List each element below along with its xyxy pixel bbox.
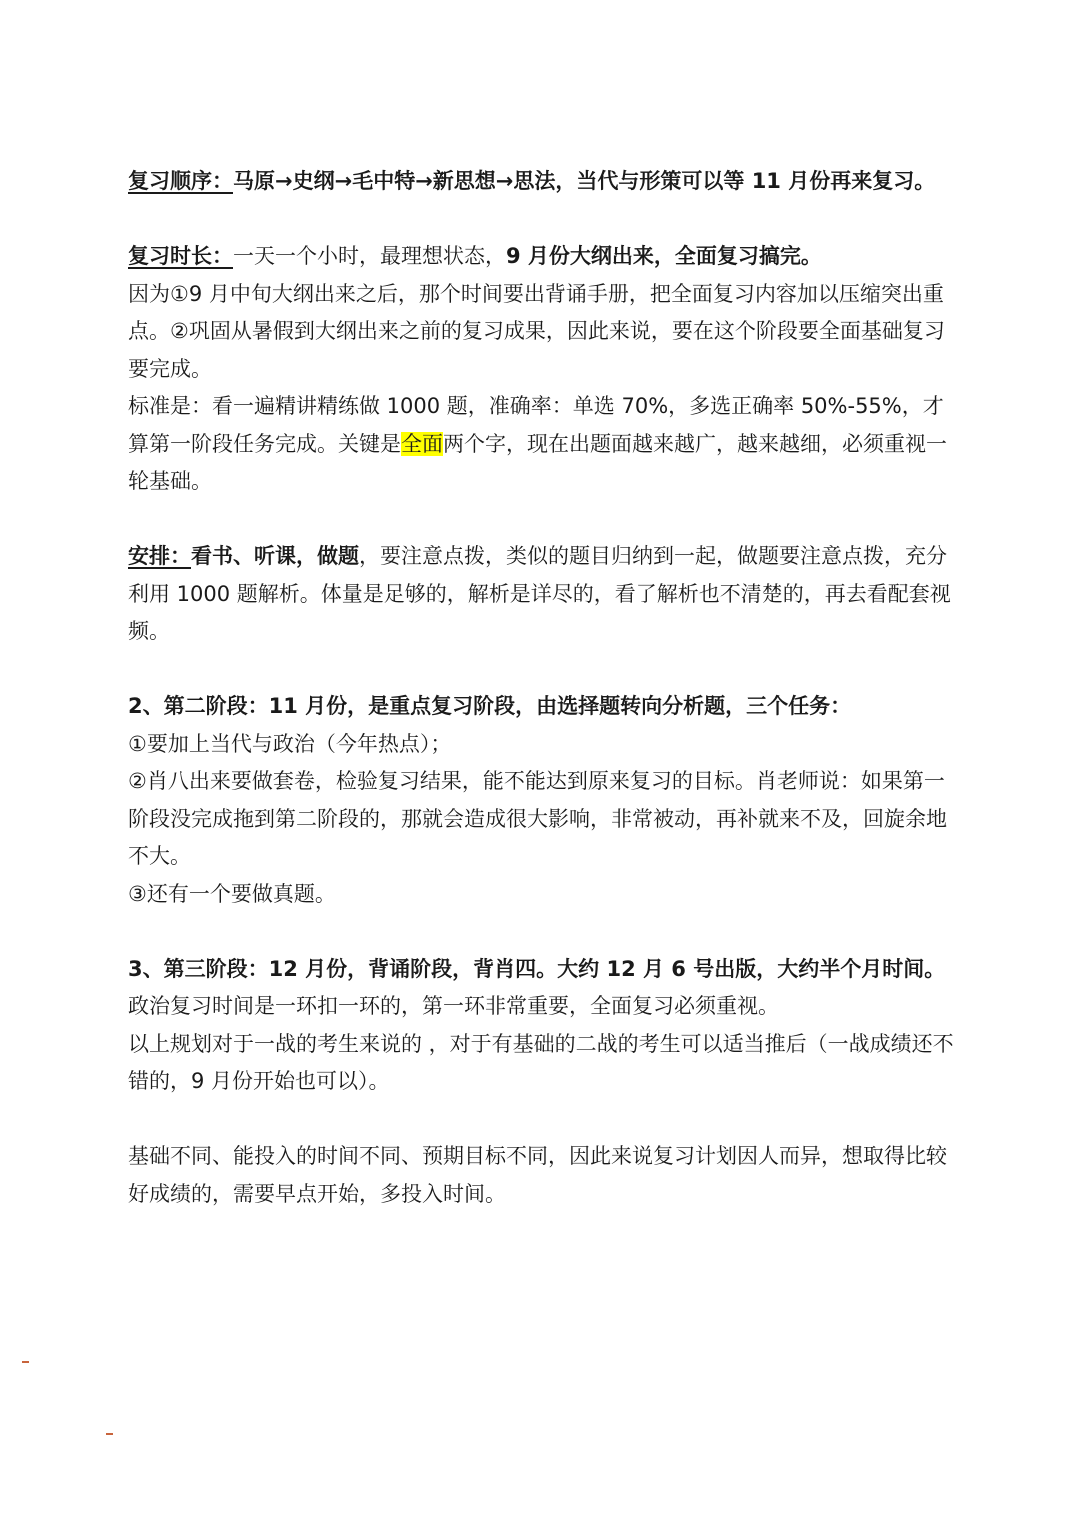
spacer bbox=[128, 501, 958, 539]
closing-paragraph: 基础不同、能投入的时间不同、预期目标不同，因此来说复习计划因人而异，想取得比较好成绩的，需要早点开始，多投入时间。 bbox=[128, 1144, 947, 1206]
review-duration-text: 一天一个小时，最理想状态， bbox=[233, 244, 506, 268]
highlighted-keyword: 全面 bbox=[401, 431, 443, 456]
review-standard-text-after: 两个字，现在出题面越来越广，越来越细，必须重视一轮基础。 bbox=[128, 431, 947, 493]
review-duration-reason: 因为①9 月中旬大纲出来之后，那个时间要出背诵手册，把全面复习内容加以压缩突出重点。②巩固从暑假到大纲出来之前的复习成果，因此来说，要在这个阶段要全面基础复习要完成。 bbox=[128, 281, 945, 381]
stage-two-item-3: ③还有一个要做真题。 bbox=[128, 881, 336, 906]
margin-mark bbox=[22, 1361, 29, 1363]
stage-two-heading: 2、第二阶段：11 月份，是重点复习阶段，由选择题转向分析题，三个任务： bbox=[128, 694, 852, 718]
review-duration-paragraph bbox=[128, 238, 958, 276]
review-duration-emphasis: 9 月份大纲出来，全面复习搞完。 bbox=[506, 244, 822, 268]
review-order-text: 马原→史纲→毛中特→新思想→思法，当代与形策可以等 11 月份再来复习。 bbox=[233, 169, 936, 193]
stage-two-item-2: ②肖八出来要做套卷，检验复习结果，能不能达到原来复习的目标。肖老师说：如果第一阶段没完成拖到第二阶段的，那就会造成很大影响，非常被动，再补就来不及，回旋余地不大。 bbox=[128, 769, 947, 868]
review-order-label: 复习顺序： bbox=[128, 169, 233, 193]
spacer bbox=[128, 913, 958, 951]
arrangement-text: ，要注意点拨，类似的题目归纳到一起，做题要注意点拨，充分利用 1000 题解析。体量是足够的，解析是详尽的，看了解析也不清楚的，再去看配套视频。 bbox=[128, 544, 951, 643]
stage-three-paragraph-1: 政治复习时间是一环扣一环的，第一环非常重要，全面复习必须重视。 bbox=[128, 994, 779, 1018]
review-order-paragraph bbox=[128, 163, 958, 201]
review-duration-label: 复习时长： bbox=[128, 244, 233, 268]
arrangement-label: 安排： bbox=[128, 544, 191, 568]
spacer bbox=[128, 651, 958, 689]
stage-two-item-1: ①要加上当代与政治（今年热点）； bbox=[128, 731, 452, 756]
arrangement-paragraph bbox=[128, 538, 958, 651]
spacer bbox=[128, 1101, 958, 1139]
review-standard-text-before: 标准是：看一遍精讲精练做 1000 题，准确率：单选 70%，多选正确率 50%-55%，才算第一阶段任务完成。关键是 bbox=[128, 394, 944, 456]
review-standard-paragraph bbox=[128, 388, 958, 501]
spacer bbox=[128, 201, 958, 239]
stage-three-paragraph-2: 以上规划对于一战的考生来说的 ，对于有基础的二战的考生可以适当推后（一战成绩还不错的，9 月份开始也可以）。 bbox=[128, 1031, 954, 1093]
arrangement-emphasis: 看书、听课，做题 bbox=[191, 544, 359, 568]
margin-mark bbox=[106, 1433, 113, 1435]
document-body bbox=[128, 163, 958, 1213]
stage-three-heading: 3、第三阶段：12 月份，背诵阶段，背肖四。大约 12 月 6 号出版，大约半个月时间。 bbox=[128, 956, 946, 981]
